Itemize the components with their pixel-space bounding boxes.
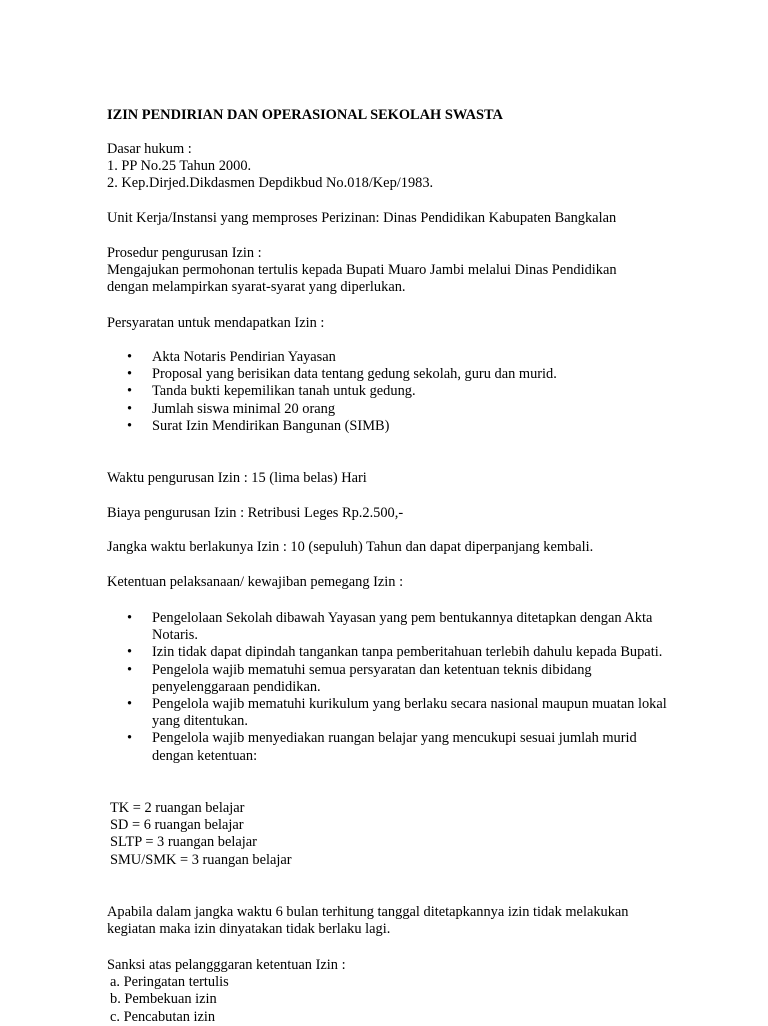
- waktu-paragraph: [107, 470, 707, 487]
- biaya-text: Biaya pengurusan Izin : Retribusi Leges Rp.2.500,-: [107, 505, 404, 521]
- prosedur-heading: Prosedur pengurusan Izin :: [107, 245, 262, 261]
- persyaratan-item: • Surat Izin Mendirikan Bangunan (SIMB): [107, 418, 707, 435]
- ketentuan-heading-block: [107, 574, 707, 591]
- persyaratan-item: • Jumlah siswa minimal 20 orang: [107, 401, 707, 418]
- prosedur-line: dengan melampirkan syarat-syarat yang diperlukan.: [107, 279, 406, 296]
- persyaratan-item: • Tanda bukti kepemilikan tanah untuk gedung.: [107, 383, 707, 400]
- sanksi-item: c. Pencabutan izin: [110, 1008, 216, 1025]
- jangka-waktu-paragraph: [107, 539, 707, 556]
- sanksi-heading: Sanksi atas pelangggaran ketentuan Izin :: [107, 957, 346, 973]
- ketentuan-item: • Pengelola wajib menyediakan ruangan belajar yang mencukupi sesuai jumlah murid dengan ketentuan:: [107, 730, 677, 764]
- waktu-text: Waktu pengurusan Izin : 15 (lima belas) Hari: [107, 470, 367, 486]
- apabila-paragraph: [107, 904, 707, 938]
- jangka-waktu-text: Jangka waktu berlakunya Izin : 10 (sepuluh) Tahun dan dapat diperpanjang kembali.: [107, 539, 594, 555]
- dasar-hukum-section: [107, 141, 707, 193]
- ruangan-item: SMU/SMK = 3 ruangan belajar: [110, 851, 292, 868]
- apabila-line: kegiatan maka izin dinyatakan tidak berlaku lagi.: [107, 921, 391, 938]
- ruangan-item: SD = 6 ruangan belajar: [110, 817, 244, 834]
- title-text: IZIN PENDIRIAN DAN OPERASIONAL SEKOLAH SWASTA: [107, 107, 503, 123]
- sanksi-item: b. Pembekuan izin: [110, 991, 217, 1008]
- document-title: [107, 107, 707, 124]
- ruangan-item: TK = 2 ruangan belajar: [110, 800, 245, 816]
- persyaratan-heading: Persyaratan untuk mendapatkan Izin :: [107, 315, 325, 331]
- ketentuan-item: • Pengelola wajib mematuhi semua persyaratan dan ketentuan teknis dibidang penyelenggaraan pendidikan.: [107, 662, 677, 696]
- biaya-paragraph: [107, 505, 707, 522]
- apabila-line: Apabila dalam jangka waktu 6 bulan terhitung tanggal ditetapkannya izin tidak melakukan: [107, 904, 629, 920]
- dasar-hukum-item: 1. PP No.25 Tahun 2000.: [107, 158, 252, 175]
- prosedur-section: [107, 245, 707, 297]
- ketentuan-heading: Ketentuan pelaksanaan/ kewajiban pemegang Izin :: [107, 574, 404, 590]
- dasar-hukum-item: 2. Kep.Dirjed.Dikdasmen Depdikbud No.018/Kep/1983.: [107, 175, 434, 192]
- sanksi-section: [107, 957, 707, 1026]
- persyaratan-heading-block: [107, 315, 707, 332]
- unit-kerja-text: Unit Kerja/Instansi yang memproses Perizinan: Dinas Pendidikan Kabupaten Bangkalan: [107, 210, 617, 226]
- dasar-hukum-heading: Dasar hukum :: [107, 141, 192, 157]
- prosedur-line: Mengajukan permohonan tertulis kepada Bupati Muaro Jambi melalui Dinas Pendidikan: [107, 262, 617, 279]
- ketentuan-item: • Izin tidak dapat dipindah tangankan tanpa pemberitahuan terlebih dahulu kepada Bupati.: [107, 644, 677, 661]
- persyaratan-list: [107, 349, 707, 435]
- ketentuan-item: • Pengelolaan Sekolah dibawah Yayasan yang pem bentukannya ditetapkan dengan Akta Notaris.: [107, 610, 677, 644]
- ruangan-item: SLTP = 3 ruangan belajar: [110, 834, 257, 851]
- persyaratan-item: • Proposal yang berisikan data tentang gedung sekolah, guru dan murid.: [107, 366, 707, 383]
- ketentuan-item: • Pengelola wajib mematuhi kurikulum yang berlaku secara nasional maupun muatan lokal yang ditentukan.: [107, 696, 677, 730]
- ketentuan-list: [107, 610, 677, 765]
- ruangan-list: [107, 800, 710, 869]
- sanksi-item: a. Peringatan tertulis: [110, 974, 229, 991]
- persyaratan-item: • Akta Notaris Pendirian Yayasan: [107, 349, 707, 366]
- unit-kerja-paragraph: [107, 210, 707, 227]
